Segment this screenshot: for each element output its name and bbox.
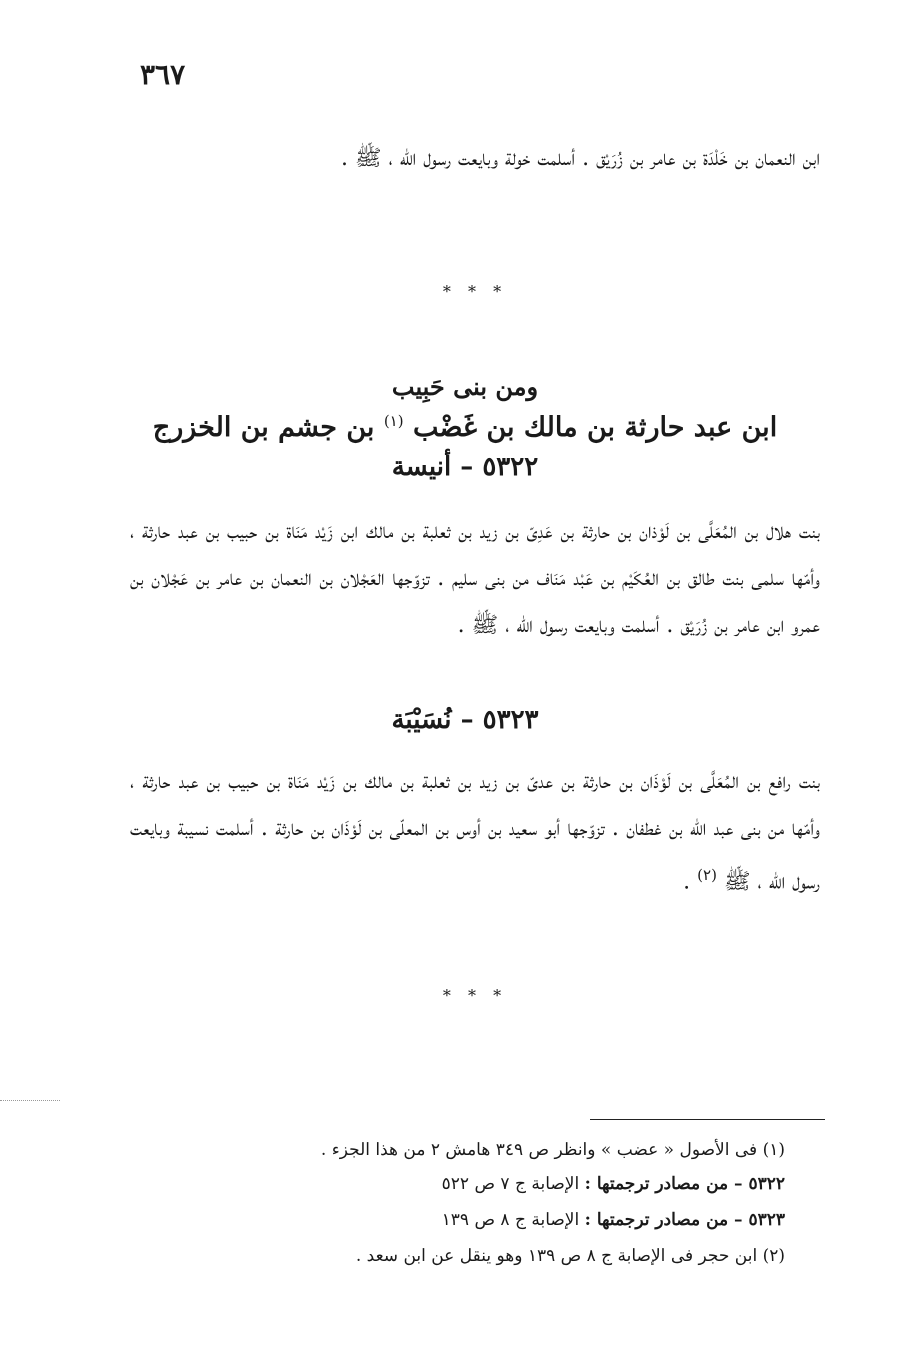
entry-body-5323-text: بنت رافع بن المُعَلَّى بن لَوْذَان بن حارثة بن عدىّ بن زيد بن ثعلبة بن مالك بن زَيْد مَنَاة بن حبيب بن عبد حارثة ، وأمّها من بنى عبد الله بن غطفان . تزوّجها أبو سعيد بن أوس بن المعلّى بن لَوْذَان بن حارثة . أسلمت نسيبة وبايعت رسول الله ، ﷺ bbox=[130, 769, 820, 895]
footnote-source-ref: الإصابة ج ٧ ص ٥٢٢ bbox=[441, 1174, 585, 1194]
section-subheading: ومن بنى حَبِيب bbox=[391, 372, 539, 401]
entry-body-5323-end: . bbox=[683, 869, 691, 895]
page-number: ٣٦٧ bbox=[140, 58, 186, 91]
footnote-source-ref: الإصابة ج ٨ ص ١٣٩ bbox=[441, 1210, 585, 1230]
scan-artifact bbox=[0, 1100, 60, 1101]
entry-body-5322: بنت هلال بن المُعَلَّى بن لَوْذان بن حارثة بن عَدِىّ بن زيد بن ثعلبة بن مالك ابن زَيْد مَنَاة بن حبيب بن عبد حارثة ، وأمّها سلمى بنت طالق بن العُكَيْم بن عَبْد مَنَاف من بنى سليم . تزوّجها العَجْلان بن النعمان بن عامر بن عَجْلان بن عمرو ابن عامر بن زُرَيْق . أسلمت وبايعت رسول الله ، ﷺ . bbox=[130, 519, 820, 638]
section-heading-end: بن جشم بن الخزرج bbox=[152, 412, 375, 443]
footnote-2: (٢) ابن حجر فى الإصابة ج ٨ ص ١٣٩ وهو ينقل عن ابن سعد . bbox=[355, 1246, 785, 1266]
footnote-ref-1: (١) bbox=[383, 412, 404, 430]
section-heading-text: ابن عبد حارثة بن مالك بن غَضْب bbox=[413, 412, 778, 443]
paragraph-continuation: ابن النعمان بن خَلْدَة بن عامر بن زُرَيْق . أسلمت خولة وبايعت رسول الله ، ﷺ . bbox=[341, 146, 820, 171]
footnote-ref-2: (٢) bbox=[697, 866, 717, 884]
section-separator: * * * bbox=[442, 986, 508, 1005]
section-heading bbox=[120, 412, 810, 443]
footnote-source-5322 bbox=[250, 1166, 785, 1202]
entry-body-5323 bbox=[130, 758, 820, 905]
entry-title-5323: ٥٣٢٣ – نُسَيْبَة bbox=[391, 705, 539, 735]
section-separator: * * * bbox=[442, 282, 508, 301]
footnote-1: (١) فى الأصول « عضب » وانظر ص ٣٤٩ هامش ٢ من هذا الجزء . bbox=[320, 1140, 785, 1160]
entry-title-5322: ٥٣٢٢ – أنيسة bbox=[391, 452, 539, 482]
footnote-source-label: ٥٣٢٢ – من مصادر ترجمتها : bbox=[584, 1174, 785, 1194]
footnote-source-5323 bbox=[250, 1202, 785, 1238]
footnote-divider bbox=[590, 1119, 825, 1120]
footnote-source-label: ٥٣٢٣ – من مصادر ترجمتها : bbox=[584, 1210, 785, 1230]
